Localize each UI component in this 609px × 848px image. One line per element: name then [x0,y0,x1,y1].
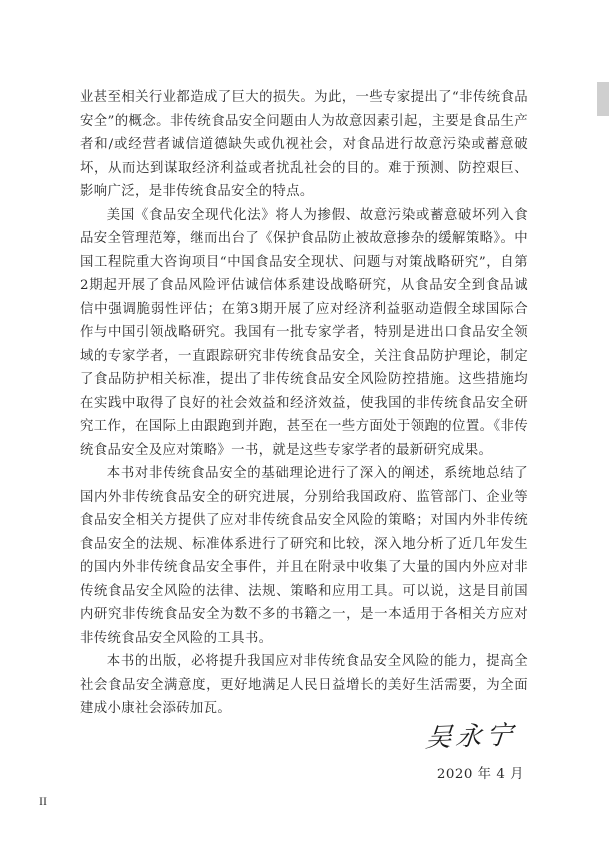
page-edge-tab [597,82,609,116]
signature-block [423,716,524,782]
paragraph-continuation: 业甚至相关行业都造成了巨大的损失。为此，一些专家提出了“非传统食品安全”的概念。非传统食品安全问题由人为故意因素引起，主要是食品生产者和/或经营者诚信道德缺失或仇视社会，对食品进行故意污染或蓄意破坏，从而达到谋取经济利益或者扰乱社会的目的。难于预测、防控艰巨、影响广泛，是非传统食品安全的特点。 [80,90,528,199]
signature-date: 2020 年 4 月 [436,767,524,782]
page-number: II [39,794,47,808]
paragraph: 美国《食品安全现代化法》将人为掺假、故意污染或蓄意破坏列入食品安全管理范筹，继而出台了《保护食品防止被故意掺杂的缓解策略》。中国工程院重大咨询项目“中国食品安全现状、问题与对策战略研究”，自第2期起开展了食品风险评估诚信体系建设战略研究，从食品安全到食品诚信中强调脆弱性评估；在第3期开展了应对经济利益驱动造假全球国际合作与中国引领战略研究。我国有一批专家学者，特别是进出口食品安全领域的专家学者，一直跟踪研究非传统食品安全，关注食品防护理论，制定了食品防护相关标准，提出了非传统食品安全风险防控措施。这些措施均在实践中取得了良好的社会效益和经济效益，使我国的非传统食品安全研究工作，在国际上由跟跑到并跑，甚至在一些方面处于领跑的位置。《非传统食品安全及应对策略》一书，就是这些专家学者的最新研究成果。 [80,207,528,458]
handwritten-signature: 吴永宁 [423,720,518,754]
paragraph: 本书的出版，必将提升我国应对非传统食品安全风险的能力，提高全社会食品安全满意度，更好地满足人民日益增长的美好生活需要，为全面建成小康社会添砖加瓦。 [80,654,528,716]
paragraph: 本书对非传统食品安全的基础理论进行了深入的阐述，系统地总结了国内外非传统食品安全的研究进展，分别给我国政府、监管部门、企业等食品安全相关方提供了应对非传统食品安全风险的策略；对国内外非传统食品安全的法规、标准体系进行了研究和比较，深入地分析了近几年发生的国内外非传统食品安全事件，并且在附录中收集了大量的国内外应对非传统食品安全风险的法律、法规、策略和应用工具。可以说，这是目前国内研究非传统食品安全为数不多的书籍之一，是一本适用于各相关方应对非传统食品安全风险的工具书。 [80,466,528,646]
body-text [80,86,528,721]
